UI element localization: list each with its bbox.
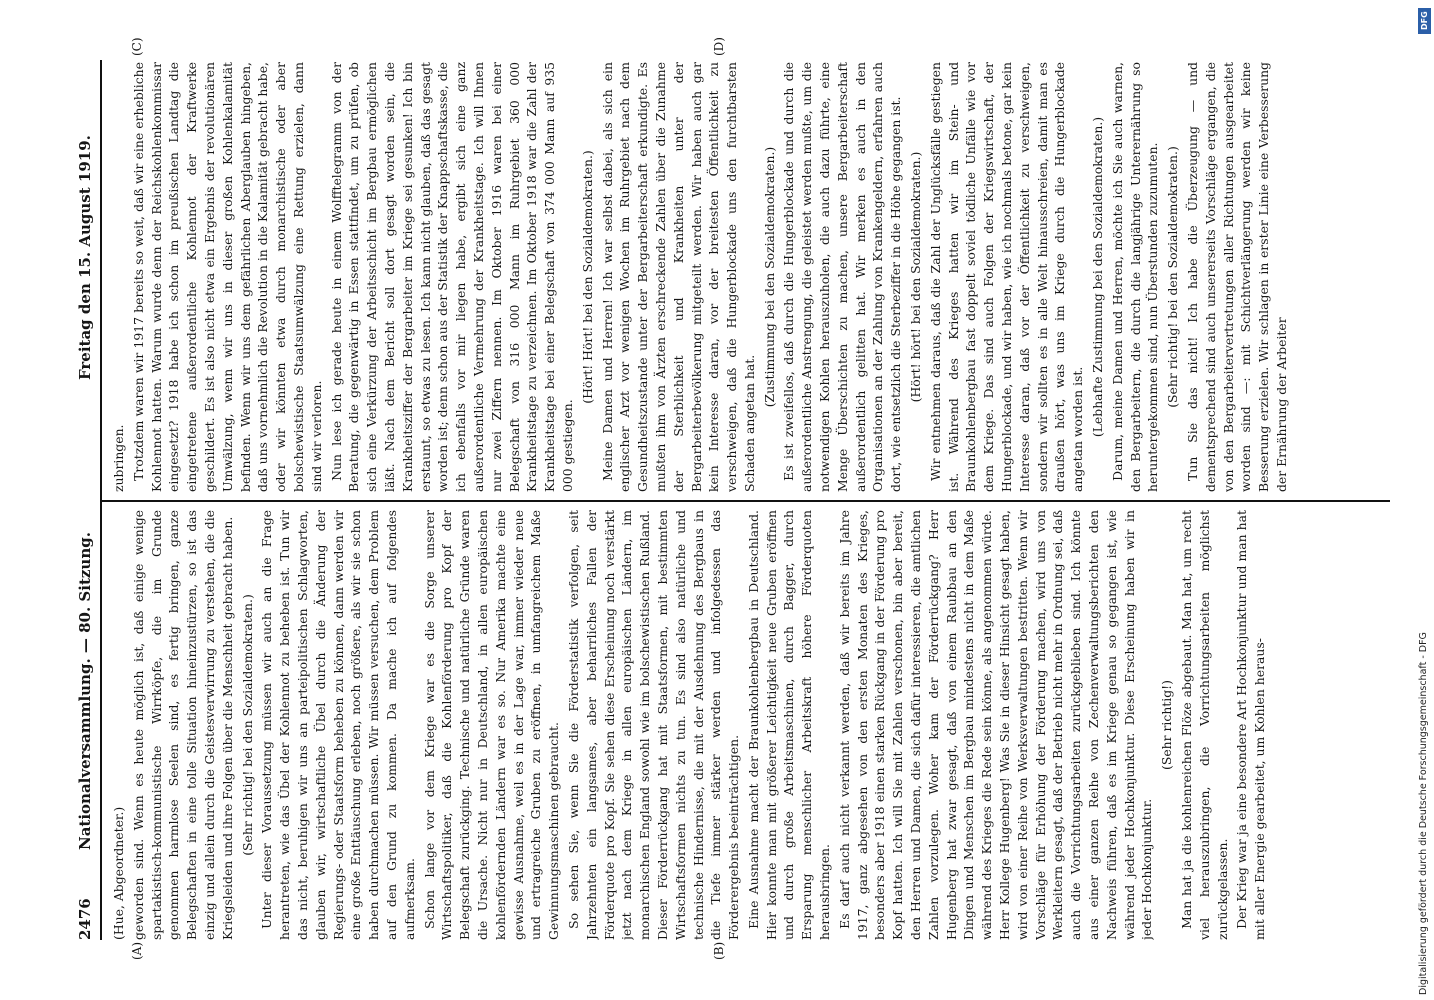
page-number: 2476 <box>76 898 94 940</box>
paragraph: Eine Ausnahme macht der Braunkohlenbergbau in Deutschland. Hier konnte man mit größerer Leichtigkeit neue Gruben eröffnen und durch große Arbeitsmaschinen, durch Bagger, durch Ersparung menschlicher Arbeitskraft höhere Förderquoten herausbringen. <box>745 510 833 940</box>
paragraph: Nun lese ich gerade heute in einem Wolfftelegramm von der Beratung, die gegenwärtig in Essen stattfindet, um zu prüfen, ob sich eine Verkürzung der Arbeitsschicht im Bergbau ermöglichen läßt. Nach dem Bericht soll dort gesagt worden sein, die Krankheitsziffer der Bergarbeiter im Kriege sei gesunken! Ich bin erstaunt, so etwas zu lesen. Ich kann nicht glauben, daß das gesagt worden ist; denn schon aus der Statistik der Knappschaftskasse, die ich ebenfalls vor mir liegen habe, ergibt sich eine ganz außerordentliche Vermehrung der Krankheitstage. Ich will Ihnen nur zwei Ziffern nennen. Im Oktober 1916 waren bei einer Belegschaft von 316 000 Mann im Ruhrgebiet 360 000 Krankheitstage zu verzeichnen. Im Oktober 1918 war die Zahl der Krankheitstage bei einer Belegschaft von 374 000 Mann auf 935 000 gestiegen. <box>328 62 575 492</box>
margin-marker-b: (B) <box>712 941 726 960</box>
digitization-note <box>1418 10 1432 995</box>
paragraph: So sehen Sie, wenn Sie die Förderstatistik verfolgen, seit Jahrzehnten ein langsames, aber beharrliches Fallen der Förderquote pro Kopf. Sie sehen diese Erscheinung noch verstärkt jetzt nach dem Kriege in allen europäischen Ländern, im monarchischen England sowohl wie im bolschewistischen Rußland. Dieser Förderrückgang hat mit Staatsformen, mit bestimmten Wirtschaftsformen nichts zu tun. Es sind also natürliche und technische Hindernisse, die mit der Ausdehnung des Bergbaus in die Tiefe immer stärker werden und infolgedessen das Förderergebnis beeinträchtigen. <box>565 510 742 940</box>
dfg-logo: DFG <box>1418 8 1431 34</box>
right-running-title: Freitag den 15. August 1919. <box>76 135 94 380</box>
running-head <box>76 60 96 940</box>
interjection: (Hört! Hört! bei den Sozialdemokraten.) <box>579 150 595 404</box>
paragraph: zubringen. <box>111 424 126 492</box>
paragraph: Tun Sie das nicht! Ich habe die Überzeugung — und dementsprechend sind auch unsererseits Vorschläge ergangen, die von den Bergarbeitervertretungen aller Richtungen ausgearbeitet worden sind —: mit Schichtverlängerung werden wir keine Besserung erzielen. Wir schlagen in erster Linie eine Verbesserung der Ernährung der Arbeiter <box>1185 62 1289 492</box>
paragraph: Meine Damen und Herren! Ich war selbst dabei, als sich ein englischer Arzt vor wenigen Wochen im Ruhrgebiet nach dem Gesundheitszustande unter der Bergarbeiterschaft erkundigte. Es mußten ihm von Ärzten erschreckende Zahlen über die Zunahme der Sterblichkeit und Krankheiten unter der Bergarbeiterbevölkerung mitgeteilt werden. Wir haben auch gar kein Interesse daran, vor der breitesten Öffentlichkeit zu verschweigen, daß die Hungerblockade uns den furchtbarsten Schaden angetan hat. <box>599 62 757 492</box>
right-text-column <box>110 62 1375 492</box>
margin-marker-a: (A) <box>130 941 144 960</box>
column-divider <box>100 500 1390 502</box>
paragraph: Man hat ja die kohlenreichen Flöze abgebaut. Man hat, um recht viel herauszubringen, die Vorrichtungsarbeiten möglichst zurückgelassen. <box>1179 510 1230 940</box>
paragraph: Darum, meine Damen und Herren, möchte ich Sie auch warnen, den Bergarbeitern, die durch die langjährige Unterernährung so heruntergekommen sind, nun Überstunden zuzumuten. <box>1109 62 1161 492</box>
paragraph: geworden sind. Wenn es heute möglich ist, daß einige wenige spartakistisch-kommunistische Wirrköpfe, die im Grunde genommen harmlose Seelen sind, es fertig bringen, ganze Belegschaften in eine tolle Situation hineinzustürzen, so ist das einzig und allein durch die Geistesverwirrung zu verstehen, die die Kriegsleiden und ihre Folgen über die Menschheit gebracht haben. <box>130 510 235 940</box>
margin-marker-c: (C) <box>130 37 144 56</box>
paragraph: (Hue, Abgeordneter.) <box>111 806 126 940</box>
interjection: (Sehr richtig!) <box>1159 680 1175 770</box>
interjection: (Sehr richtig! bei den Sozialdemokraten.) <box>239 594 255 856</box>
paragraph: Wir entnehmen daraus, daß die Zahl der Unglücksfälle gestiegen ist. Während des Krieges hatten wir im Stein- und Braunkohlenbergbau fast doppelt soviel tödliche Unfälle wie vor dem Kriege. Das sind auch Folgen der Kriegswirtschaft, der Hungerblockade, und wir haben, wie ich nochmals betone, gar kein Interesse daran, daß vor der Öffentlichkeit zu verschweigen, sondern wir sollten es in alle Welt hinausschreien, damit man es draußen hört, was uns im Kriege durch die Hungerblockade angetan worden ist. <box>927 62 1086 492</box>
paragraph: Es darf auch nicht verkannt werden, daß wir bereits im Jahre 1917, ganz abgesehen von den ersten Monaten des Krieges, besonders aber 1918 einen starken Rückgang in der Förderung pro Kopf hatten. Ich will Sie mit Zahlen verschonen, bin aber bereit, den Herren und Damen, die sich dafür interessieren, die amtlichen Zahlen vorzulegen. Woher kam der Förderrückgang? Herr Hugenberg hat zwar gesagt, daß von einem Raubbau an den Dingen und Menschen im Bergbau mindestens nicht in dem Maße während des Krieges die Rede sein könne, als angenommen würde. Herr Kollege Hugenberg! Was Sie in dieser Hinsicht gesagt haben, wird von einer Reihe von Werksverwaltungen bestritten. Wenn wir Vorschläge für Erhöhung der Förderung machen, wird uns von Werkleitern gesagt, daß der Betrieb nicht mehr in Ordnung sei, daß auch die Vorrichtungsarbeiten zurückgeblieben sind. Ich könnte aus einer ganzen Reihe von Zechenverwaltungsberichten den Nachweis führen, daß es im Kriege genau so gegangen ist, wie während jeder Hochkonjunktur. Diese Erscheinung haben wir in jeder Hochkonjunktur. <box>836 510 1155 940</box>
paragraph: Der Krieg war ja eine besondere Art Hochkonjunktur und man hat mit aller Energie gearbeitet, um Kohlen heraus- <box>1234 510 1268 940</box>
left-text-column <box>110 510 1375 940</box>
paragraph: Schon lange vor dem Kriege war es die Sorge unserer Wirtschaftspolitiker, daß die Kohlenförderung pro Kopf der Belegschaft zurückging. Technische und natürliche Gründe waren die Ursache. Nicht nur in Deutschland, in allen europäischen kohlenfördernden Ländern war es so. Nur Amerika machte eine gewisse Ausnahme, weil es in der Lage war, immer wieder neue und ertragreiche Gruben zu eröffnen, in umfangreichem Maße Gewinnungsmaschinen gebraucht. <box>421 510 562 940</box>
left-running-title: Nationalversammlung. — 80. Sitzung. <box>76 532 94 850</box>
paragraph: Es ist zweifellos, daß durch die Hungerblockade und durch die außerordentliche Anstrengung, die geleistet werden mußte, um die notwendigen Kohlen herauszuholen, die auch dazu führte, eine Menge Überschichten zu machen, unsere Bergarbeiterschaft außerordentlich gelitten hat. Wir merken es auch in den Organisationen an der Zahlung von Krankengeldern, erfahren auch dort, wie entsetzlich die Sterbeziffer in die Höhe gegangen ist. <box>781 62 904 492</box>
paragraph: Unter dieser Voraussetzung müssen wir auch an die Frage herantreten, wie das Übel der Kohlennot zu beheben ist. Tun wir das nicht, beruhigen wir uns an parteipolitischen Schlagworten, glauben wir, wirtschaftliche Übel durch die Änderung der Regierungs- oder Staatsform beheben zu können, dann werden wir eine große Enttäuschung erleben, noch größere, als wir sie schon haben durchmachen müssen. Wir müssen versuchen, dem Problem auf den Grund zu kommen. Da mache ich auf folgendes aufmerksam. <box>259 510 417 940</box>
digitization-text: Digitalisierung gefördert durch die Deutsche Forschungsgemeinschaft - DFG <box>1418 632 1429 995</box>
interjection: (Lebhafte Zustimmung bei den Sozialdemokraten.) <box>1090 116 1106 438</box>
interjection: (Sehr richtig! bei den Sozialdemokraten.) <box>1165 146 1181 408</box>
interjection: (Zustimmung bei den Sozialdemokraten.) <box>761 146 777 408</box>
margin-marker-d: (D) <box>712 37 726 56</box>
paragraph: Trotzdem waren wir 1917 bereits so weit, daß wir eine erhebliche Kohlennot hatten. Warum wurde denn der Reichskohlenkommissar eingesetzt? 1918 habe ich schon im preußischen Landtag die eingetretene außerordentliche Kohlennot der Kraftwerke geschildert. Es ist also nicht etwa ein Ergebnis der revolutionären Umwälzung, wenn wir uns in dieser großen Kohlenkalamität befinden. Wenn wir uns dem gefährlichen Aberglauben hingeben, daß uns vornehmlich die Revolution in die Kalamität gebracht habe, oder wir könnten etwa durch monarchistische oder aber bolschewistische Staatsumwälzung eine Rettung erzielen, dann sind wir verloren. <box>130 62 324 492</box>
interjection: (Hört! hört! bei den Sozialdemokraten.) <box>908 151 924 403</box>
